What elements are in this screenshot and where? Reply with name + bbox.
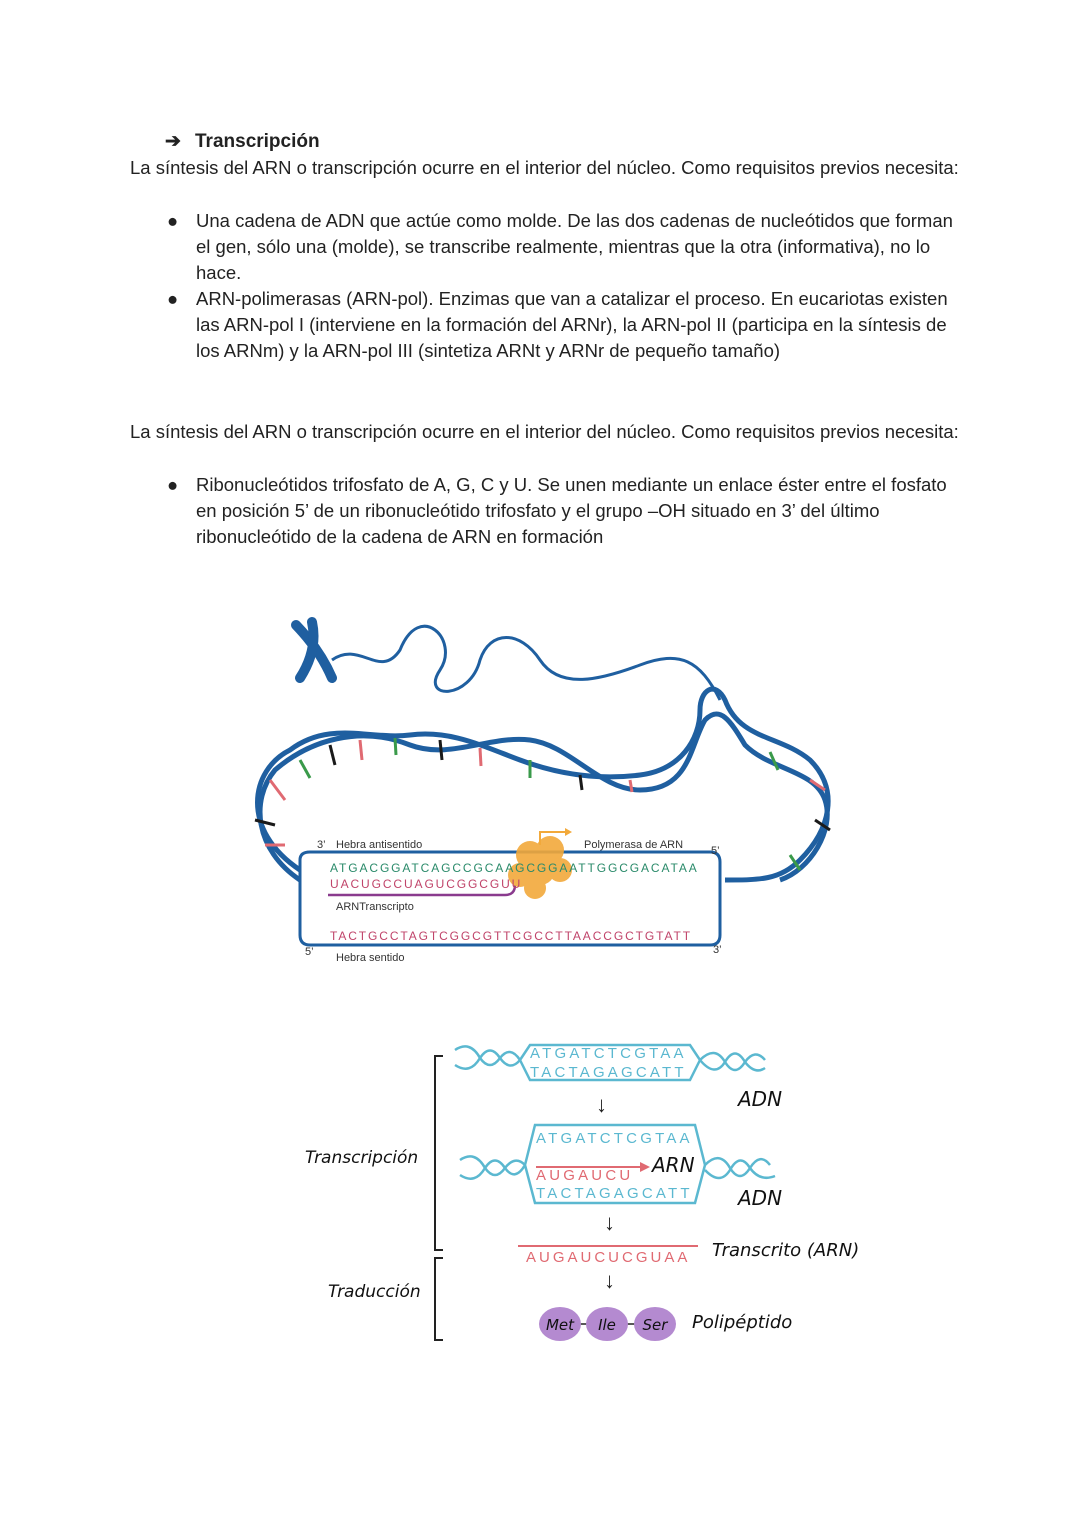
paragraph-2: La síntesis del ARN o transcripción ocurre en el interior del núcleo. Como requisitos previos necesita:: [130, 421, 959, 442]
list-item: ● Ribonucleótidos trifosfato de A, G, C y U. Se unen mediante un enlace éster entre el fosfato en posición 5’ de un ribonucleótido trifosfato y el grupo –OH situado en 3’ del último ribonucleótido de la cadena de ARN en formación: [167, 474, 947, 547]
antisense-sequence: ATGACGGATCAGCCGCAAGCGGAATTGGCGACATAA: [330, 861, 699, 875]
bullet-icon: ●: [167, 474, 179, 495]
dna1-bottom-sequence: TACTAGAGCATT: [530, 1064, 687, 1081]
label-3prime-bottom: 3’: [713, 944, 722, 956]
label-3prime-top: 3’: [317, 839, 326, 851]
dna1-top-sequence: ATGATCTCGTAA: [530, 1045, 687, 1062]
bullet-icon: ●: [167, 288, 179, 309]
label-sense: Hebra sentido: [336, 952, 405, 964]
label-adn-2: ADN: [738, 1186, 783, 1210]
label-polymerase: Polymerasa de ARN: [584, 839, 684, 851]
arrow-down-icon: ↓: [604, 1210, 615, 1235]
label-traduccion: Traducción: [328, 1282, 421, 1302]
sense-sequence: TACTGCCTAGTCGGCGTTCGCCTTAACCGCTGTATT: [330, 929, 692, 943]
dna2-bottom-sequence: TACTAGAGCATT: [536, 1185, 693, 1202]
label-transcript: ARNTranscripto: [336, 901, 414, 913]
arrow-right-icon: ➔: [165, 131, 181, 152]
label-antisense: Hebra antisentido: [336, 839, 423, 851]
label-transcripcion: Transcripción: [305, 1148, 419, 1168]
bracket-translation: [435, 1258, 443, 1340]
label-transcrito: Transcrito (ARN): [712, 1240, 860, 1261]
label-adn-1: ADN: [738, 1087, 783, 1111]
paragraph-1: La síntesis del ARN o transcripción ocurre en el interior del núcleo. Como requisitos previos necesita:: [130, 157, 959, 178]
label-polipeptido: Polipéptido: [692, 1312, 793, 1333]
rna-sequence: UACUGCCUAGUCGGCGUU: [330, 877, 523, 891]
section-title: Transcripción: [195, 131, 320, 152]
amino-acid-label: Ser: [642, 1316, 668, 1334]
dna2-top-sequence: ATGATCTCGTAA: [536, 1130, 693, 1147]
list-item: ● Una cadena de ADN que actúe como molde. De las dos cadenas de nucleótidos que forman el gen, sólo una (molde), se transcribe realmente, mientras que la otra (informativa), no lo hace.: [167, 210, 953, 283]
label-arn: ARN: [652, 1153, 695, 1177]
label-5prime-top: 5’: [711, 845, 720, 857]
amino-acid-label: Met: [545, 1316, 575, 1334]
transcript-sequence: AUGAUCUCGUAA: [526, 1249, 691, 1266]
list-item: ● ARN-polimerasas (ARN-pol). Enzimas que van a catalizar el proceso. En eucariotas existen las ARN-pol I (interviene en la formación del ARNr), la ARN-pol II (participa en la síntesis de los ARNm) y la ARN-pol III (sintetiza ARNt y ARNr de pequeño tamaño): [167, 288, 948, 361]
amino-acid-label: Ile: [598, 1316, 616, 1334]
arrow-down-icon: ↓: [604, 1268, 615, 1293]
dna2-rna-sequence: AUGAUCU: [536, 1167, 634, 1184]
bullet-icon: ●: [167, 210, 179, 231]
bracket-transcription: [435, 1056, 443, 1250]
arrow-down-icon: ↓: [596, 1092, 607, 1117]
label-5prime-bottom: 5’: [305, 946, 314, 958]
